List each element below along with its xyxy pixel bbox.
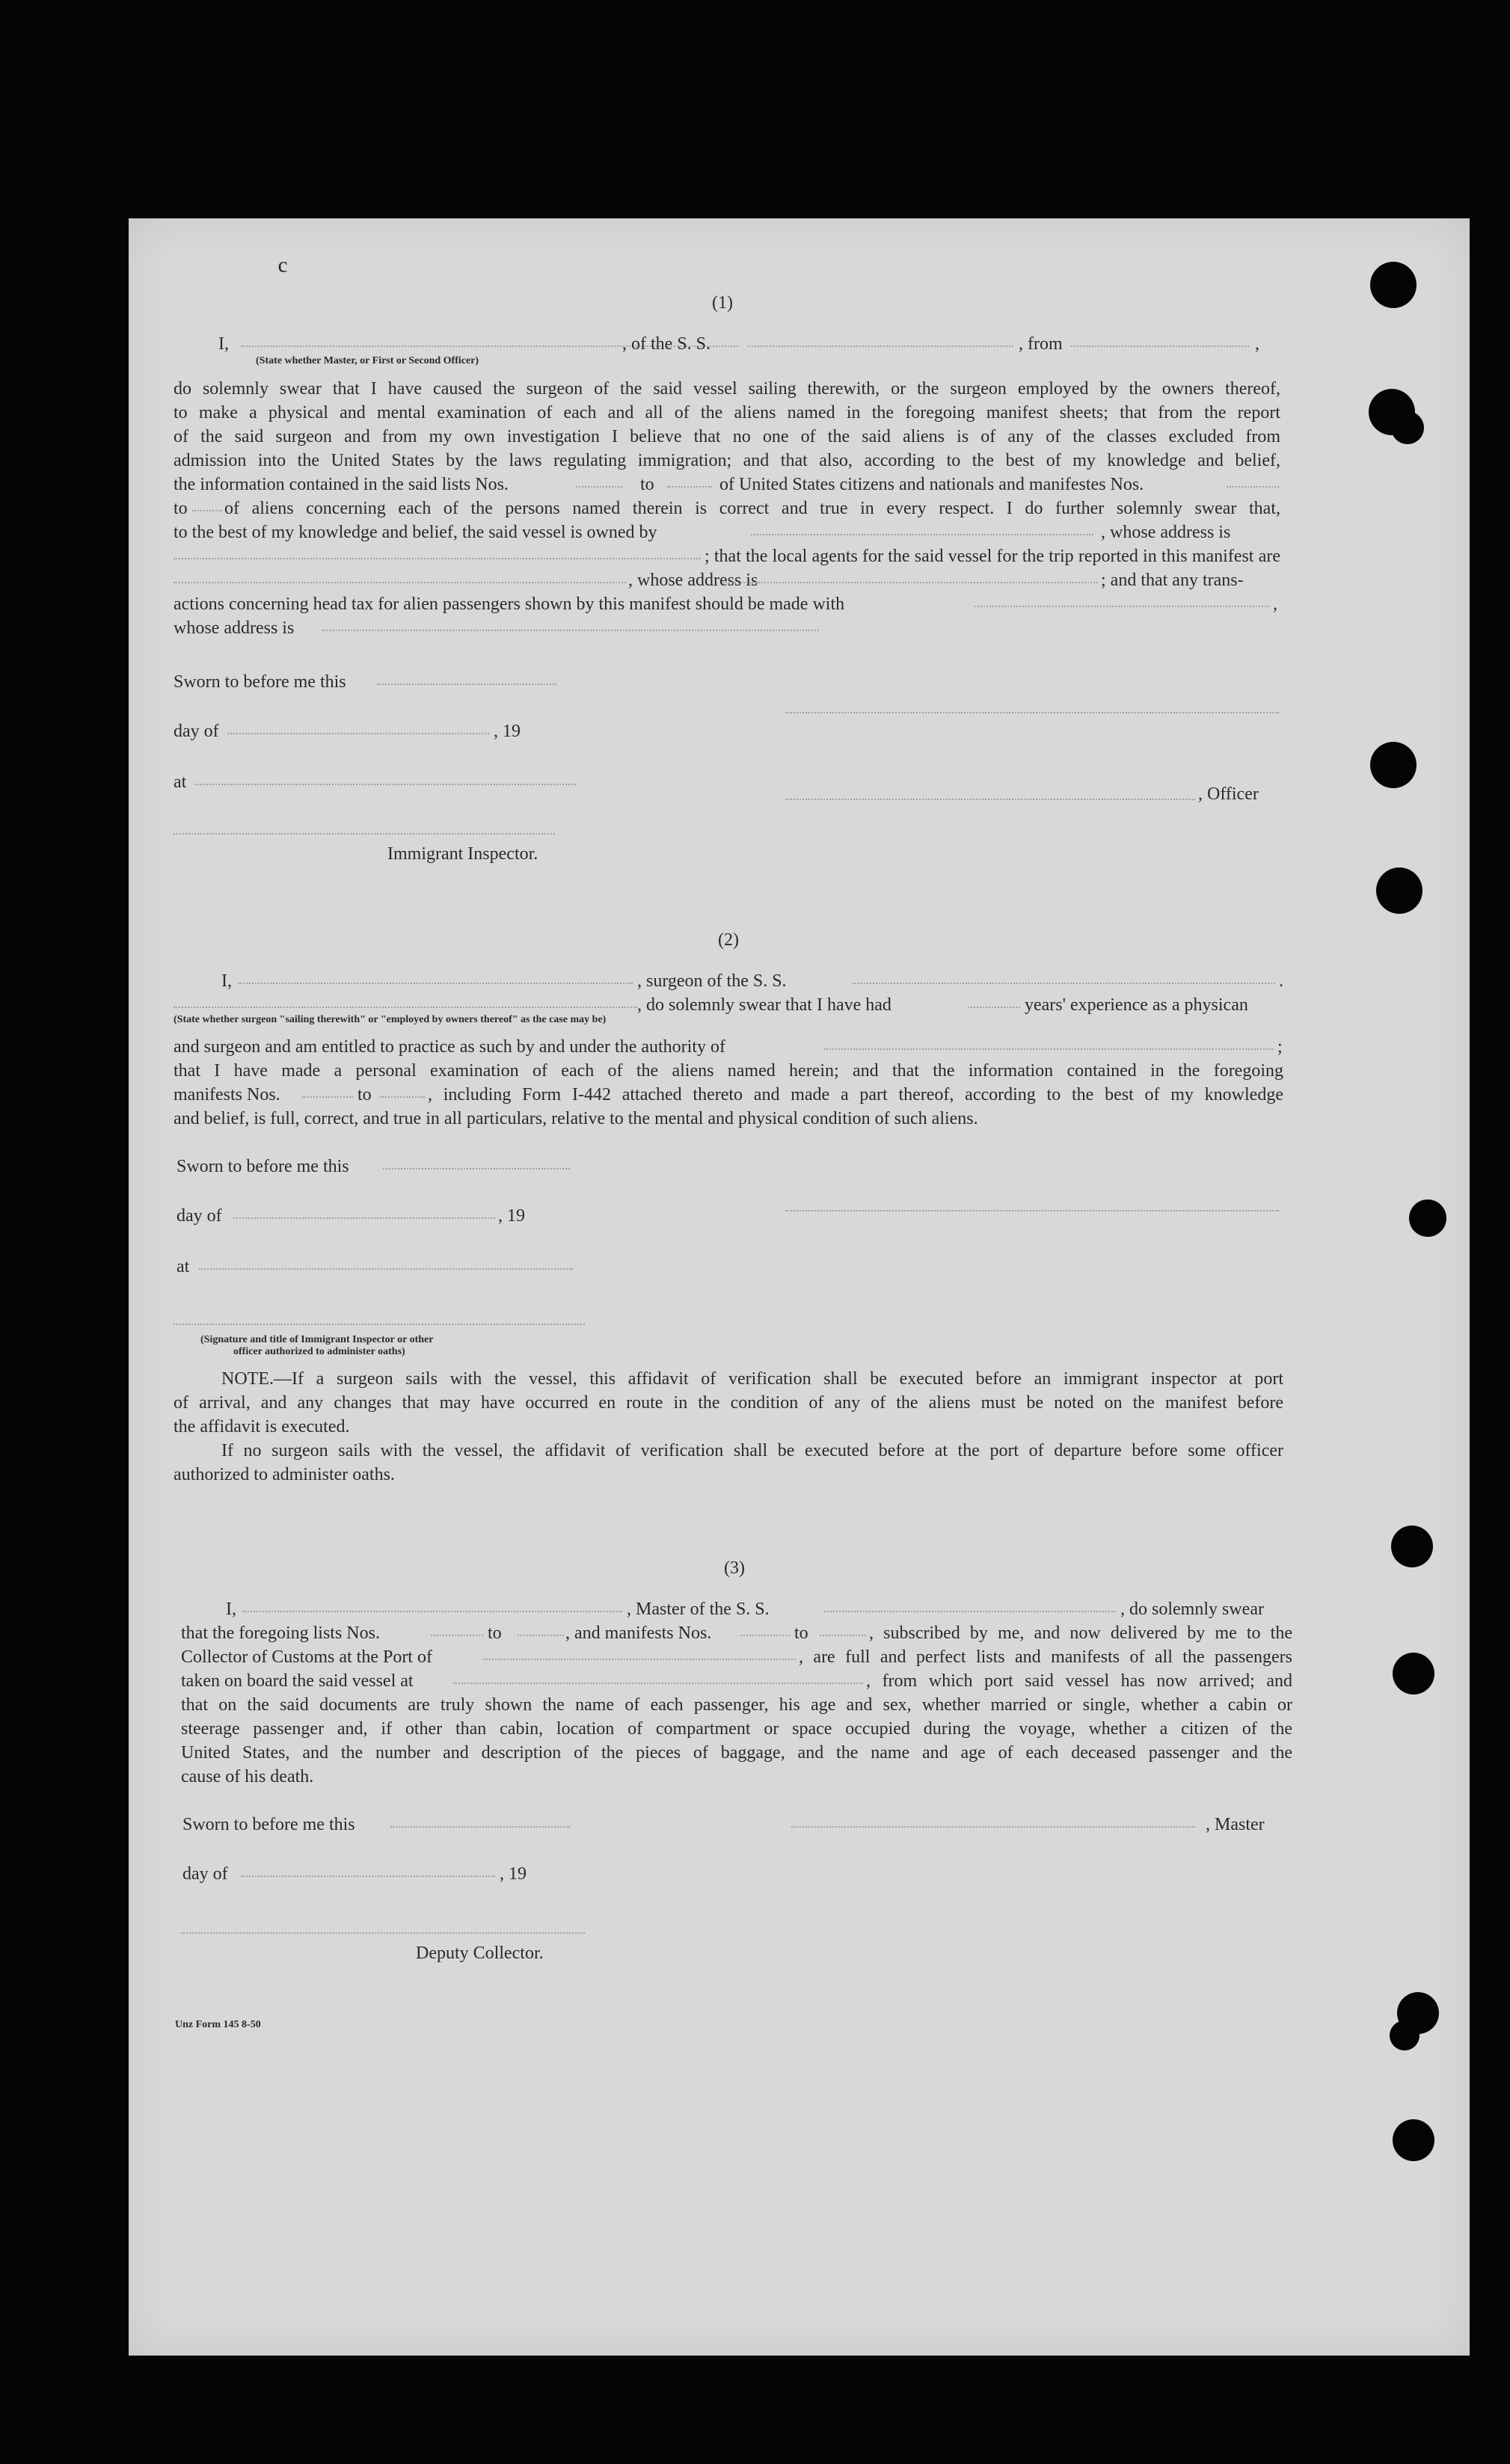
day-of-label: day of (182, 1864, 228, 1884)
punch-hole (1409, 1199, 1446, 1237)
oath-line: and surgeon and am entitled to practice as such by and under the authority of (174, 1037, 725, 1057)
oath-line: , whose address is (628, 571, 758, 590)
oath-line: steerage passenger and, if other than cabin, location of compartment or space occupied during the voyage, whether a citizen of the (181, 1719, 1292, 1739)
agents-address-field[interactable] (722, 582, 1098, 583)
section-number: (3) (724, 1558, 745, 1578)
at-label: at (174, 772, 187, 792)
month-field[interactable] (227, 733, 489, 734)
authority-field[interactable] (824, 1048, 1273, 1050)
vessel-name-field[interactable] (748, 345, 1013, 347)
semicolon: ; (1277, 1037, 1283, 1057)
note-line: authorized to administer oaths. (174, 1465, 395, 1484)
oath-line: the information contained in the said lists Nos. (174, 475, 509, 494)
period: . (1279, 971, 1283, 991)
head-tax-address-field[interactable] (322, 630, 819, 631)
oath-line: taken on board the said vessel at (181, 1671, 414, 1691)
master-label: , Master (1206, 1815, 1265, 1834)
to-label: to (357, 1085, 372, 1105)
to-label: to (488, 1623, 502, 1643)
comma: , (1273, 595, 1277, 614)
oath-line: , and manifests Nos. (565, 1623, 712, 1643)
surgeon-type-field[interactable] (174, 1007, 637, 1008)
inspector-signature-line[interactable] (174, 1324, 585, 1325)
master-name-field[interactable] (242, 1611, 622, 1612)
day-of-label: day of (174, 722, 219, 741)
inspector-label: Immigrant Inspector. (387, 844, 538, 864)
inspector-signature-line[interactable] (174, 833, 555, 835)
oath-line: , whose address is (1101, 523, 1231, 542)
surgeon-name-field[interactable] (238, 983, 633, 984)
punch-hole (1391, 411, 1424, 444)
place-field[interactable] (199, 1268, 573, 1270)
stray-mark: ᶜ (278, 251, 288, 290)
from-label: , from (1019, 334, 1063, 354)
month-field[interactable] (241, 1875, 495, 1877)
year-label: , 19 (494, 722, 521, 741)
deputy-collector-label: Deputy Collector. (416, 1944, 544, 1963)
form-number: Unz Form 145 8-50 (175, 2019, 261, 2030)
manifest-to-field[interactable] (380, 1096, 425, 1098)
note-line: the affidavit is executed. (174, 1417, 350, 1437)
month-field[interactable] (233, 1217, 495, 1219)
sworn-label: Sworn to before me this (177, 1157, 349, 1176)
vessel-name-field[interactable] (853, 983, 1275, 984)
oath-line: , from which port said vessel has now arrived; and (866, 1671, 1292, 1691)
oath-line: of United States citizens and nationals and manifestes Nos. (719, 475, 1144, 494)
manifest-from-field[interactable] (740, 1635, 790, 1636)
note-line: of arrival, and any changes that may have occurred en route in the condition of any of the aliens must be noted on the manifest before (174, 1393, 1283, 1413)
punch-hole (1393, 1653, 1434, 1695)
owner-field[interactable] (751, 534, 1093, 535)
oath-line: ; that the local agents for the said vessel for the trip reported in this manifest are (705, 547, 1280, 566)
owner-address-field[interactable] (174, 558, 701, 559)
section-number: (1) (712, 293, 733, 313)
manifest-to-field[interactable] (820, 1635, 866, 1636)
day-of-label: day of (177, 1206, 222, 1226)
punch-hole (1376, 867, 1422, 914)
list-to-field[interactable] (667, 486, 712, 488)
surgeon-signature-line[interactable] (785, 1210, 1279, 1211)
oath-line: of the said surgeon and from my own investigation I believe that no one of the said aliens is of any of the classes excluded from (174, 427, 1280, 446)
oath-line: that I have made a personal examination of each of the aliens named herein; and that the information contained in the foregoing (174, 1061, 1283, 1081)
section-number: (2) (718, 930, 739, 950)
punch-hole (1370, 742, 1417, 788)
punch-hole (1391, 1526, 1433, 1567)
oath-line: Collector of Customs at the Port of (181, 1647, 432, 1667)
sworn-day-field[interactable] (383, 1168, 570, 1170)
oath-line: , including Form I-442 attached thereto and made a part thereof, according to the best of my knowledge (428, 1085, 1283, 1105)
manifest-from-field[interactable] (302, 1096, 353, 1098)
punch-hole (1393, 2119, 1434, 2161)
list-from-field[interactable] (576, 486, 622, 488)
oath-line: to the best of my knowledge and belief, the said vessel is owned by (174, 523, 657, 542)
to-label: to (174, 499, 188, 518)
signature-caption: (Signature and title of Immigrant Inspector or other (200, 1334, 434, 1345)
note-line: If no surgeon sails with the vessel, the affidavit of verification shall be executed before at the port of departure before some officer (221, 1441, 1283, 1460)
year-label: , 19 (498, 1206, 525, 1226)
oath-line: whose address is (174, 618, 295, 638)
i-label: I, (226, 1600, 236, 1619)
oath-line: United States, and the number and description of the pieces of baggage, and the name and age of each deceased passenger and the (181, 1743, 1292, 1763)
surgeon-of-label: , surgeon of the S. S. (637, 971, 787, 991)
punch-hole (1370, 262, 1417, 308)
to-label: to (794, 1623, 808, 1643)
head-tax-field[interactable] (974, 606, 1269, 607)
signature-caption: officer authorized to administer oaths) (233, 1346, 405, 1357)
master-of-label: , Master of the S. S. (627, 1600, 770, 1619)
oath-line: of aliens concerning each of the persons named therein is correct and true in every respect. I do further solemnly swear that, (224, 499, 1280, 518)
oath-line: admission into the United States by the laws regulating immigration; and that also, according to the best of my knowledge and belief, (174, 451, 1280, 470)
years-label: years' experience as a physican (1025, 995, 1248, 1015)
manifest-to-field[interactable] (192, 510, 222, 511)
officer-title-line[interactable] (785, 799, 1195, 800)
from-port-field[interactable] (1071, 345, 1249, 347)
oath-line: do solemnly swear that I have caused the surgeon of the said vessel sailing therewith, or the surgeon employed by the owners thereof, (174, 379, 1280, 399)
manifest-from-field[interactable] (1227, 486, 1279, 488)
sworn-label: Sworn to before me this (182, 1815, 355, 1834)
master-signature-line[interactable] (791, 1826, 1195, 1828)
comma: , (1255, 334, 1259, 354)
years-field[interactable] (968, 1007, 1020, 1008)
surgeon-caption: (State whether surgeon "sailing therewith" or "employed by owners thereof" as the case may be) (174, 1014, 607, 1025)
place-field[interactable] (194, 784, 576, 785)
form-page (129, 218, 1470, 2356)
note-line: NOTE.—If a surgeon sails with the vessel, this affidavit of verification shall be executed before an immigrant inspector at port (221, 1369, 1283, 1389)
list-to-field[interactable] (518, 1635, 564, 1636)
oath-line: that the foregoing lists Nos. (181, 1623, 380, 1643)
oath-line: cause of his death. (181, 1767, 314, 1786)
vessel-name-field[interactable] (824, 1611, 1116, 1612)
officer-signature-line[interactable] (785, 712, 1279, 713)
oath-line: to make a physical and mental examination of each and all of the aliens named in the foregoing manifest sheets; that from the report (174, 403, 1280, 423)
officer-caption: (State whether Master, or First or Second Officer) (256, 355, 479, 366)
officer-label: , Officer (1198, 784, 1259, 804)
to-label: to (640, 475, 654, 494)
i-label: I, (218, 334, 229, 354)
collector-signature-line[interactable] (181, 1932, 585, 1934)
embark-port-field[interactable] (453, 1683, 863, 1684)
list-from-field[interactable] (431, 1635, 483, 1636)
oath-line: ; and that any trans- (1101, 571, 1244, 590)
swear-label: , do solemnly swear (1120, 1600, 1264, 1619)
year-label: , 19 (500, 1864, 527, 1884)
sworn-day-field[interactable] (377, 683, 556, 685)
oath-line: , subscribed by me, and now delivered by me to the (869, 1623, 1292, 1643)
punch-hole (1390, 2021, 1420, 2050)
swear-label: , do solemnly swear that I have had (637, 995, 891, 1015)
oath-line: that on the said documents are truly shown the name of each passenger, his age and sex, whether married or single, whether a cabin or (181, 1695, 1292, 1715)
i-label: I, (221, 971, 232, 991)
of-ss-label: , of the S. S. (622, 334, 711, 354)
sworn-label: Sworn to before me this (174, 672, 346, 692)
port-field[interactable] (483, 1659, 796, 1660)
sworn-day-field[interactable] (390, 1826, 570, 1828)
oath-line: , are full and perfect lists and manifests of all the passengers (799, 1647, 1292, 1667)
oath-line: actions concerning head tax for alien passengers shown by this manifest should be made with (174, 595, 845, 614)
at-label: at (177, 1257, 190, 1276)
agents-field[interactable] (174, 582, 626, 583)
oath-line: manifests Nos. (174, 1085, 280, 1105)
oath-line: and belief, is full, correct, and true in all particulars, relative to the mental and physical condition of such aliens. (174, 1109, 978, 1128)
